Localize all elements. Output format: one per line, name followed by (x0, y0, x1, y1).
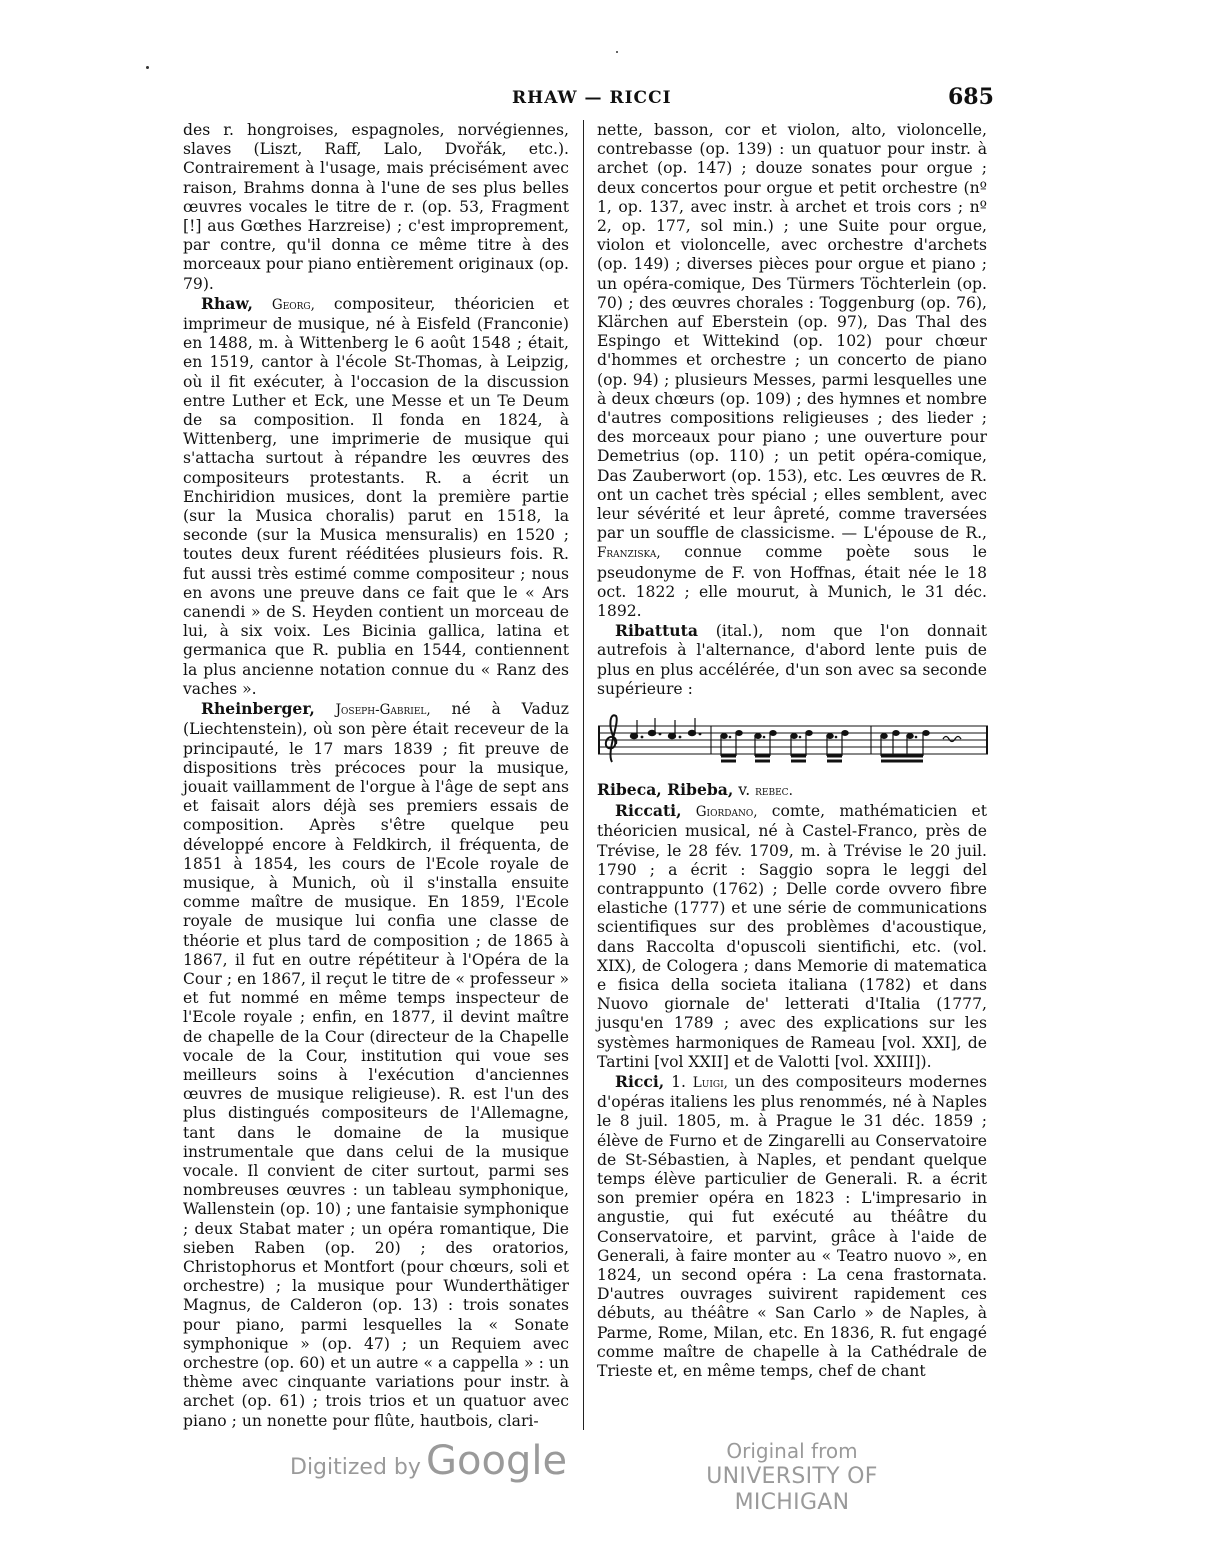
entry-text: né à Vaduz (Liechtenstein), où son père était receveur de la principauté, le 17 mars 1839 ; fit preuve de dispositions très précoces pour la musique, jouait vaillamment de l'orgue à l'âge de sept ans et faisait alors déjà ses premiers essais de composition. Après s'être quelque peu développé encore à Feldkirch, il fréquenta, de 1851 à 1854, les cours de l'Ecole royale de musique, à Munich, où il s'installa ensuite comme maître de musique. En 1859, l'Ecole royale de musique lui confia une classe de théorie et plus tard de composition ; de 1865 à 1867, il fut en outre répétiteur à l'Opéra de la Cour ; en 1867, il reçut le titre de « professeur » et fut nommé en même temps inspecteur de l'Ecole royale ; enfin, en 1877, il devint maître de chapelle de la Cour (directeur de la Chapelle vocale de la Cour, institution qui voue ses meilleurs soins à l'exécution d'anciennes œuvres de musique religieuse). R. est l'un des plus distingués compositeurs de l'Allemagne, tant dans le domaine de la musique instrumentale que dans celui de la musique vocale. Il convient de citer surtout, parmi ses nombreuses œuvres : un tableau symphonique, Wallenstein (op. 10) ; une fantaisie symphonique ; deux Stabat mater ; un opéra romantique, Die sieben Raben (op. 20) ; des oratorios, Christophorus et Montfort (pour chœurs, soli et orchestre) ; la musique pour Wunderthätiger Magnus, de Calderon (op. 13) : trois sonates pour piano, parmi lesquelles la « Sonate symphonique » (op. 47) ; un Requiem avec orchestre (op. 60) et un autre « a cappella » : un thème avec cinquante variations pour instr. à archet (op. 61) ; trois trios et un quatuor avec piano ; un nonette pour flûte, hautbois, clari- (183, 700, 569, 1430)
headword: Rheinberger, (201, 699, 315, 719)
forename: Georg, (271, 296, 315, 313)
entry-ribeca (597, 780, 987, 801)
right-column-top (597, 121, 987, 699)
scan-speck (616, 51, 618, 53)
headword: Rhaw, (201, 293, 253, 313)
entry-ricci (597, 1072, 987, 1381)
entry-text: (ital.), nom que l'on donnait autrefois à l'alternance, d'abord lente puis de plus en plus accélérée, d'un son avec sa seconde supérieure : (597, 622, 987, 698)
forename: Giordano, (695, 804, 758, 821)
scan-speck (146, 66, 149, 69)
entry-rheinberger (183, 699, 569, 1431)
digitized-by-google (290, 1438, 567, 1484)
google-logo: Google (426, 1438, 568, 1484)
paragraph-continuation: des r. hongroises, espagnoles, norvégiennes, slaves (Liszt, Raff, Lalo, Dvořák, etc.). Contrairement à l'usage, mais précisément avec raison, Brahms donna à l'une de ses plus belles œuvres vocales le titre de r. (op. 53, Fragment [!] aus Gœthes Harzreise) ; c'est improprement, par contre, qu'il donna ce même titre à des morceaux pour piano entièrement originaux (op. 79). (183, 121, 569, 293)
left-column (183, 121, 569, 1431)
entry-text: compositeur, théoricien et imprimeur de musique, né à Eisfeld (Franconie) en 1488, m. à Wittenberg le 6 août 1548 ; était, en 1519, cantor à l'école St-Thomas, à Leipzig, où il fit exécuter, à l'occasion de la discussion entre Luther et Eck, une Messe et un Te Deum de sa composition. Il fonda en 1824, à Wittenberg, une imprimerie de musique qui s'attacha surtout à répandre les œuvres des compositeurs protestants. R. a écrit un Enchiridion musices, dont la première partie (sur la Musica choralis) parut en 1518, la seconde (sur la Musica mensuralis) en 1520 ; toutes deux furent rééditées plusieurs fois. R. fut aussi très estimé comme compositeur ; nous en avons une preuve dans ce fait que le « Ars canendi » de S. Heyden contient un morceau de lui, à six voix. Les Bicinia gallica, latina et germanica que R. publia en 1544, contiennent la plus ancienne notation connue du « Ranz des vaches ». (183, 294, 569, 698)
forename: Luigi, (692, 1075, 728, 1092)
paragraph-continuation (597, 121, 987, 621)
treble-clef-icon (606, 715, 617, 762)
headword: Ricci, (615, 1072, 665, 1092)
entry-text: un des compositeurs modernes d'opéras italiens les plus renommés, né à Naples le 8 juil. 1805, m. à Prague le 31 déc. 1859 ; élève de Furno et de Zingarelli au Conservatoire de St-Sébastien, à Naples, et pendant quelque temps élève particulier de Generali. R. a écrit son premier opéra en 1823 : L'impresario in angustie, qui fut exécuté au théâtre du Conservatoire, et parvint, grâce à l'aide de Generali, à faire monter au « Teatro nuovo », en 1824, un second opéra : La cena frastornata. D'autres ouvrages suivirent rapidement ces débuts, au théâtre « San Carlo » de Naples, à Parme, Rome, Milan, etc. En 1836, R. fut engagé comme maître de chapelle à la Cathédrale de Trieste et, en même temps, chef de chant (597, 1073, 987, 1381)
entry-rhaw (183, 294, 569, 699)
column-divider (583, 120, 584, 1430)
headword: Ribattuta (615, 621, 698, 641)
headword: Riccati, (615, 801, 682, 821)
entry-text: nette, basson, cor et violon, alto, violoncelle, contrebasse (op. 139) : un quatuor pour instr. à archet (op. 147) ; douze sonates pour orgue ; deux concertos pour orgue et petit orchestre (nº 1, op. 137, avec instr. à archet et trois cors ; nº 2, op. 177, sol min.) ; une Suite pour orgue, violon et violoncelle, avec orchestre d'archets (op. 149) ; diverses pièces pour orgue et piano ; un opéra-comique, Des Türmers Töchterlein (op. 70) ; des œuvres chorales : Toggenburg (op. 76), Klärchen auf Eberstein (op. 97), Das Thal des Espingo et Wittekind (op. 102) pour chœur d'hommes et orchestre ; un concerto de piano (op. 94) ; plusieurs Messes, parmi lesquelles une à deux chœurs (op. 109) ; des hymnes et nombre d'autres compositions religieuses ; des lieder ; des morceaux pour piano ; une ouverture pour Demetrius (op. 110) ; un petit opéra-comique, Das Zauberwort (op. 153), etc. Les œuvres de R. ont un cachet très spécial ; elles semblent, avec leur sévérité et leur âpreté, comme traversées par un souffle de classicisme. — L'épouse de R., (597, 121, 987, 543)
trill-icon (943, 737, 961, 742)
right-column (597, 121, 987, 699)
cross-reference: rebec. (755, 783, 793, 799)
original-from-label: Original from (726, 1439, 858, 1463)
original-from (668, 1438, 916, 1516)
entry-text: v. (733, 781, 751, 799)
entry-ribattuta (597, 621, 987, 699)
running-head: RHAW — RICCI (512, 88, 672, 108)
right-column-bottom (597, 780, 987, 1381)
page-number: 685 (948, 84, 994, 110)
music-example (598, 712, 988, 776)
entry-text: comte, mathématicien et théoricien musical, né à Castel-Franco, près de Trévise, le 28 fév. 1709, m. à Trévise le 20 juil. 1790 ; a écrit : Saggio sopra le leggi del contrappunto (1762) ; Delle corde ovvero fibre elastiche (1777) et une série de communications scientifiques sur des problèmes d'acoustique, dans Raccolta d'opuscoli sientifichi, etc. (vol. XIX), de Cologera ; dans Memorie di matematica e fisica della societa italiana (1782) et dans Nuovo giornale de' letterati d'Italia (1777, jusqu'en 1789 ; avec des explications sur les systèmes harmoniques de Rameau [vol. XXI], de Tartini [vol XXII] et de Valotti [vol. XXIII]). (597, 802, 987, 1071)
university-name: UNIVERSITY OF MICHIGAN (706, 1464, 878, 1515)
entry-riccati (597, 801, 987, 1072)
forename: Franziska, (597, 545, 661, 562)
forename: Joseph-Gabriel, (335, 702, 431, 719)
headword: Ribeca, Ribeba, (597, 780, 734, 799)
digitized-by-label: Digitized by (290, 1455, 421, 1480)
entry-number: 1. (664, 1073, 686, 1092)
entry-text: connue comme poète sous le pseudonyme de F. von Hoffnas, était née le 18 oct. 1822 ; elle mourut, à Munich, le 31 déc. 1892. (597, 543, 987, 621)
